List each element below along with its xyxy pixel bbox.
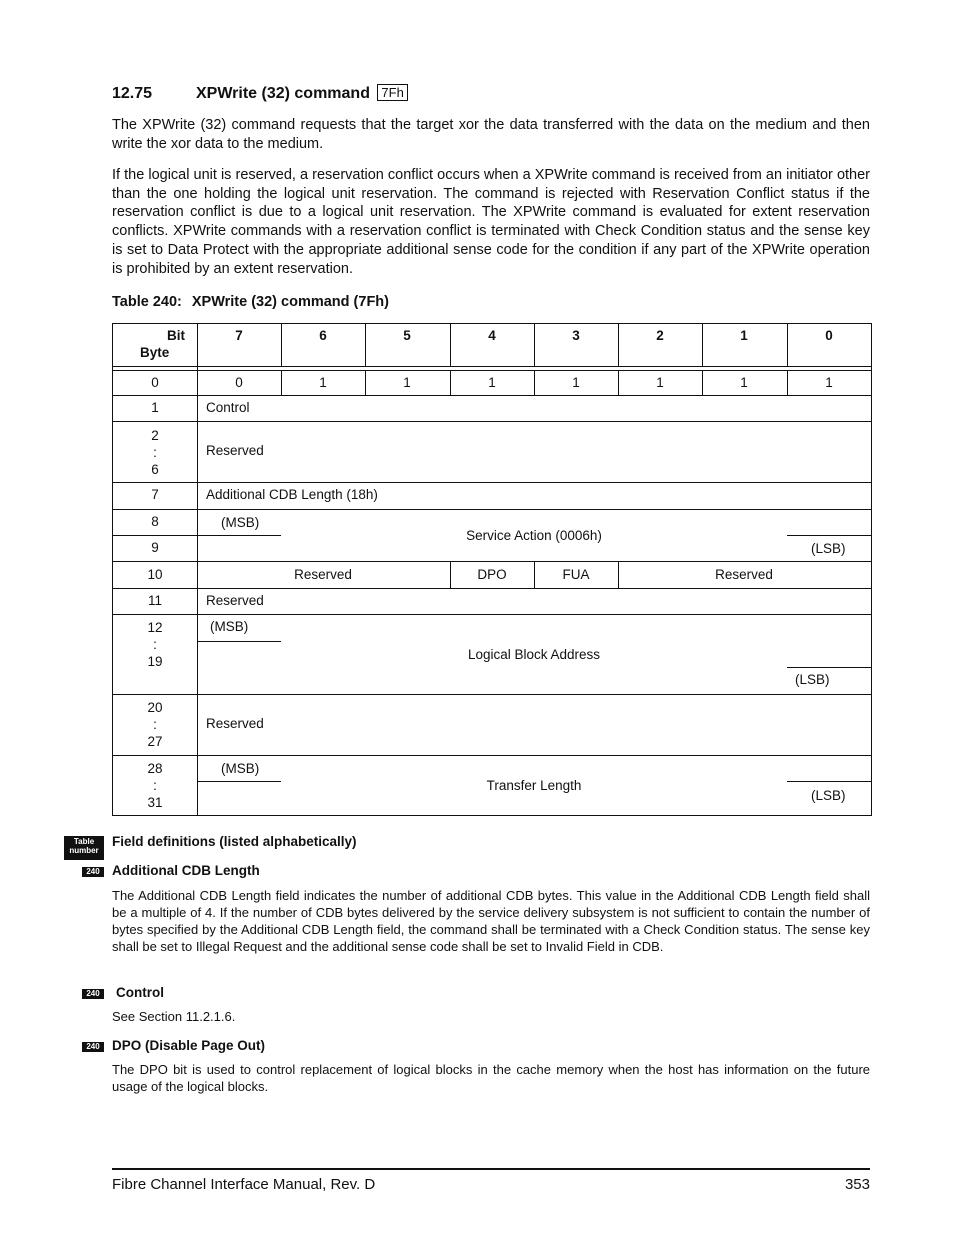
- byte-9: 9: [151, 540, 159, 555]
- byte-19: 19: [147, 654, 163, 669]
- field-service-action: Service Action (0006h): [466, 528, 602, 543]
- byte-7: 7: [151, 487, 159, 502]
- field-reserved-2-6: Reserved: [206, 443, 264, 458]
- field-logical-block-address: Logical Block Address: [467, 647, 601, 662]
- row0-bit-4: 1: [488, 375, 496, 390]
- table-ref-badge: 240: [82, 989, 104, 999]
- field-reserved-20-27: Reserved: [206, 716, 264, 731]
- byte-6: 6: [151, 462, 159, 477]
- transfer-length-lsb: (LSB): [811, 788, 846, 803]
- section-heading: [112, 84, 408, 103]
- row0-bit-0: 1: [825, 375, 833, 390]
- header-bit-7: 7: [235, 328, 243, 343]
- footer-title: Fibre Channel Interface Manual, Rev. D: [112, 1176, 376, 1193]
- row0-bit-6: 1: [319, 375, 327, 390]
- lba-lsb: (LSB): [795, 672, 830, 687]
- section-number: 12.75: [112, 85, 153, 102]
- def-text-dpo: The DPO bit is used to control replacement of logical blocks in the cache memory when the host has information on the future usage of the logical blocks.: [112, 1062, 870, 1094]
- row0-bit-5: 1: [403, 375, 411, 390]
- lba-msb: (MSB): [210, 619, 249, 634]
- byte-10: 10: [147, 567, 163, 582]
- section-title: XPWrite (32) command: [196, 85, 370, 102]
- header-bit-4: 4: [488, 328, 496, 343]
- field-transfer-length: Transfer Length: [486, 778, 582, 793]
- field-reserved-11: Reserved: [206, 593, 264, 608]
- field-additional-cdb-length: Additional CDB Length (18h): [206, 487, 378, 502]
- command-table: [112, 323, 872, 816]
- byte-range-sep: :: [153, 717, 157, 732]
- row0-bit-7: 0: [235, 375, 243, 390]
- byte-range-sep: :: [153, 637, 157, 652]
- field-reserved-10b: Reserved: [715, 567, 773, 582]
- byte-31: 31: [147, 795, 163, 810]
- header-bit-2: 2: [656, 328, 664, 343]
- def-text-additional-cdb-length: The Additional CDB Length field indicates the number of additional CDB bytes. This value in the Additional CDB Length field shall be a multiple of 4. If the number of CDB bytes delivered by the service delivery subsystem is not sufficient to contain the number of bytes specified by the Additional CDB Length field, the command shall be terminated with a Check Condition status. The sense key shall be set to Illegal Request and the additional sense code shall be set to Invalid Field in CDB.: [112, 888, 870, 954]
- def-name-additional-cdb-length: Additional CDB Length: [112, 863, 260, 878]
- paragraph-reservation: If the logical unit is reserved, a reservation conflict occurs when a XPWrite command is received from an initiator other than the one holding the logical unit reservation. The command is rejected with Reservation Conflict status if the reservation conflict is due to a logical unit reservation. The XPWrite command is evaluated for extent reservation conflicts. XPWrite commands with a reservation conflict is terminated with Check Condition status and the sense key is set to Data Protect with the appropriate additional sense code for the condition if any part of the XPWrite operation is prohibited by an extent reservation.: [112, 167, 870, 277]
- table-caption-title: XPWrite (32) command (7Fh): [191, 294, 389, 310]
- row0-bit-2: 1: [656, 375, 664, 390]
- byte-20: 20: [147, 700, 163, 715]
- def-name-dpo: DPO (Disable Page Out): [112, 1038, 266, 1053]
- field-control: Control: [206, 400, 250, 415]
- header-bit-0: 0: [825, 328, 833, 343]
- byte-0: 0: [151, 375, 159, 390]
- header-bit-label: Bit: [167, 328, 185, 343]
- header-bit-3: 3: [572, 328, 580, 343]
- def-text-control: See Section 11.2.1.6.: [112, 1009, 236, 1024]
- byte-8: 8: [151, 514, 159, 529]
- table-number-badge: Table number: [64, 836, 104, 860]
- opcode-box: 7Fh: [377, 84, 407, 101]
- table-caption-label: Table 240:: [112, 294, 182, 310]
- byte-12: 12: [147, 620, 163, 635]
- byte-27: 27: [147, 734, 163, 749]
- table-ref-badge: 240: [82, 1042, 104, 1052]
- byte-2: 2: [151, 428, 159, 443]
- paragraph-intro: The XPWrite (32) command requests that the target xor the data transferred with the data on the medium and then write the xor data to the medium.: [112, 117, 870, 152]
- byte-1: 1: [151, 400, 159, 415]
- footer-rule: [112, 1168, 870, 1170]
- header-bit-6: 6: [319, 328, 327, 343]
- byte-28: 28: [147, 761, 163, 776]
- header-bit-1: 1: [740, 328, 748, 343]
- field-reserved-10a: Reserved: [294, 567, 352, 582]
- row0-bit-3: 1: [572, 375, 580, 390]
- row0-bit-1: 1: [740, 375, 748, 390]
- byte-range-sep: :: [153, 778, 157, 793]
- byte-range-sep: :: [153, 445, 157, 460]
- header-byte-label: Byte: [140, 345, 170, 360]
- field-dpo: DPO: [477, 567, 507, 582]
- footer-page-number: 353: [844, 1176, 870, 1193]
- field-definitions-heading: Field definitions (listed alphabetically): [112, 834, 357, 849]
- table-caption: [112, 294, 389, 310]
- def-name-control: Control: [116, 985, 164, 1000]
- service-action-lsb: (LSB): [811, 541, 846, 556]
- header-bit-5: 5: [403, 328, 411, 343]
- byte-11: 11: [147, 593, 163, 608]
- service-action-msb: (MSB): [221, 515, 260, 530]
- transfer-length-msb: (MSB): [221, 761, 260, 776]
- field-fua: FUA: [562, 567, 590, 582]
- table-ref-badge: 240: [82, 867, 104, 877]
